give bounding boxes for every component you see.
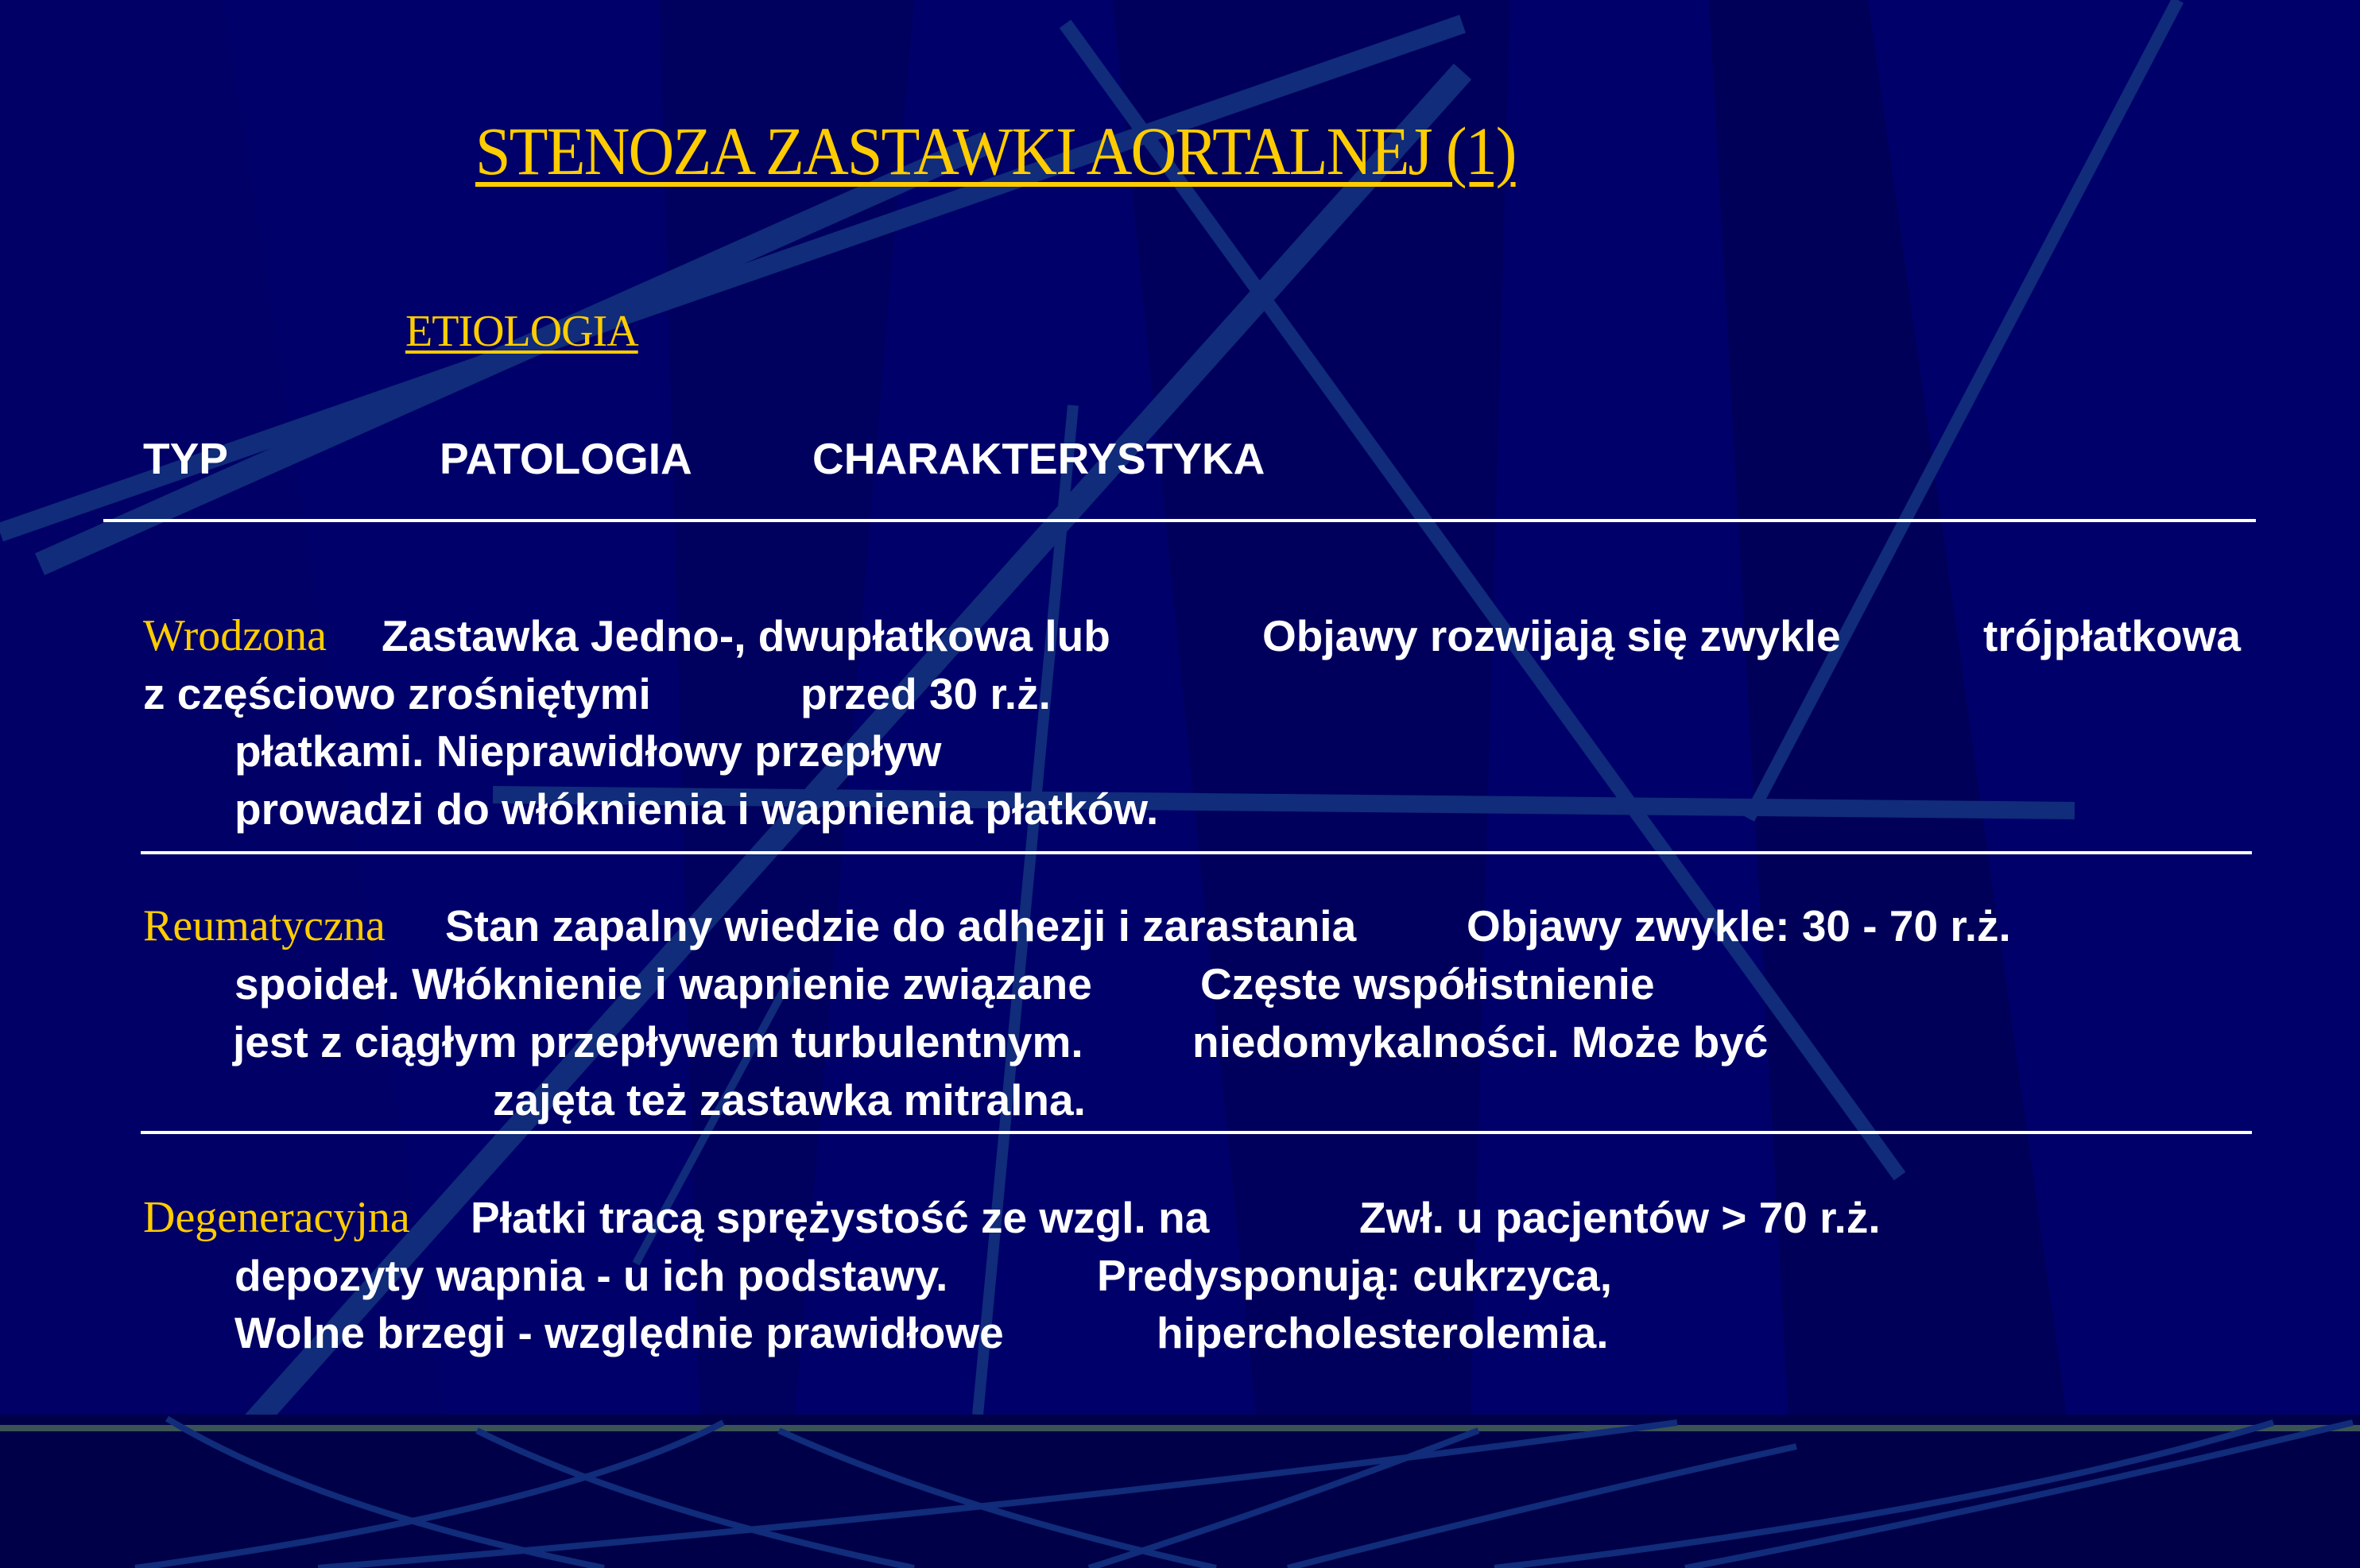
row-divider	[141, 851, 2252, 854]
row-text: Zastawka Jedno-, dwupłatkowa lub	[382, 611, 1110, 660]
row-text: Stan zapalny wiedzie do adhezji i zarastania	[445, 901, 1357, 950]
row-text: prowadzi do włóknienia i wapnienia płatków.	[234, 784, 1159, 834]
row-text: Zwł. u pacjentów > 70 r.ż.	[1359, 1193, 1881, 1242]
row-text: Wolne brzegi - względnie prawidłowe	[234, 1308, 1004, 1357]
row-text: przed 30 r.ż.	[800, 669, 1051, 718]
row-divider	[141, 1131, 2252, 1134]
row-text: zajęta też zastawka mitralna.	[493, 1075, 1086, 1125]
row-text: niedomykalności. Może być	[1192, 1017, 1769, 1067]
header-divider	[103, 519, 2256, 522]
row-text: hipercholesterolemia.	[1157, 1308, 1609, 1357]
row-text: płatkami. Nieprawidłowy przepływ	[234, 726, 942, 776]
row-text: trójpłatkowa	[1983, 611, 2241, 660]
row-text: jest z ciągłym przepływem turbulentnym.	[233, 1017, 1083, 1067]
section-heading: ETIOLOGIA	[405, 307, 638, 356]
row-text: z częściowo zrośniętymi	[143, 669, 651, 718]
row-type-label: Wrodzona	[143, 611, 327, 660]
column-header-typ: TYP	[143, 434, 228, 483]
row-text: Objawy zwykle: 30 - 70 r.ż.	[1467, 901, 2011, 950]
column-header-charakterystyka: CHARAKTERYSTYKA	[812, 434, 1265, 483]
row-text: Predysponują: cukrzyca,	[1097, 1251, 1613, 1300]
row-text: Objawy rozwijają się zwykle	[1262, 611, 1841, 660]
row-type-label: Reumatyczna	[143, 901, 386, 950]
row-text: depozyty wapnia - u ich podstawy.	[234, 1251, 948, 1300]
row-text: Częste współistnienie	[1200, 959, 1655, 1009]
row-text: Płatki tracą sprężystość ze wzgl. na	[471, 1193, 1210, 1242]
row-text: spoideł. Włóknienie i wapnienie związane	[234, 959, 1092, 1009]
row-type-label: Degeneracyjna	[143, 1193, 410, 1242]
column-header-patologia: PATOLOGIA	[440, 434, 692, 483]
slide-title: STENOZA ZASTAWKI AORTALNEJ (1)	[475, 113, 1516, 189]
